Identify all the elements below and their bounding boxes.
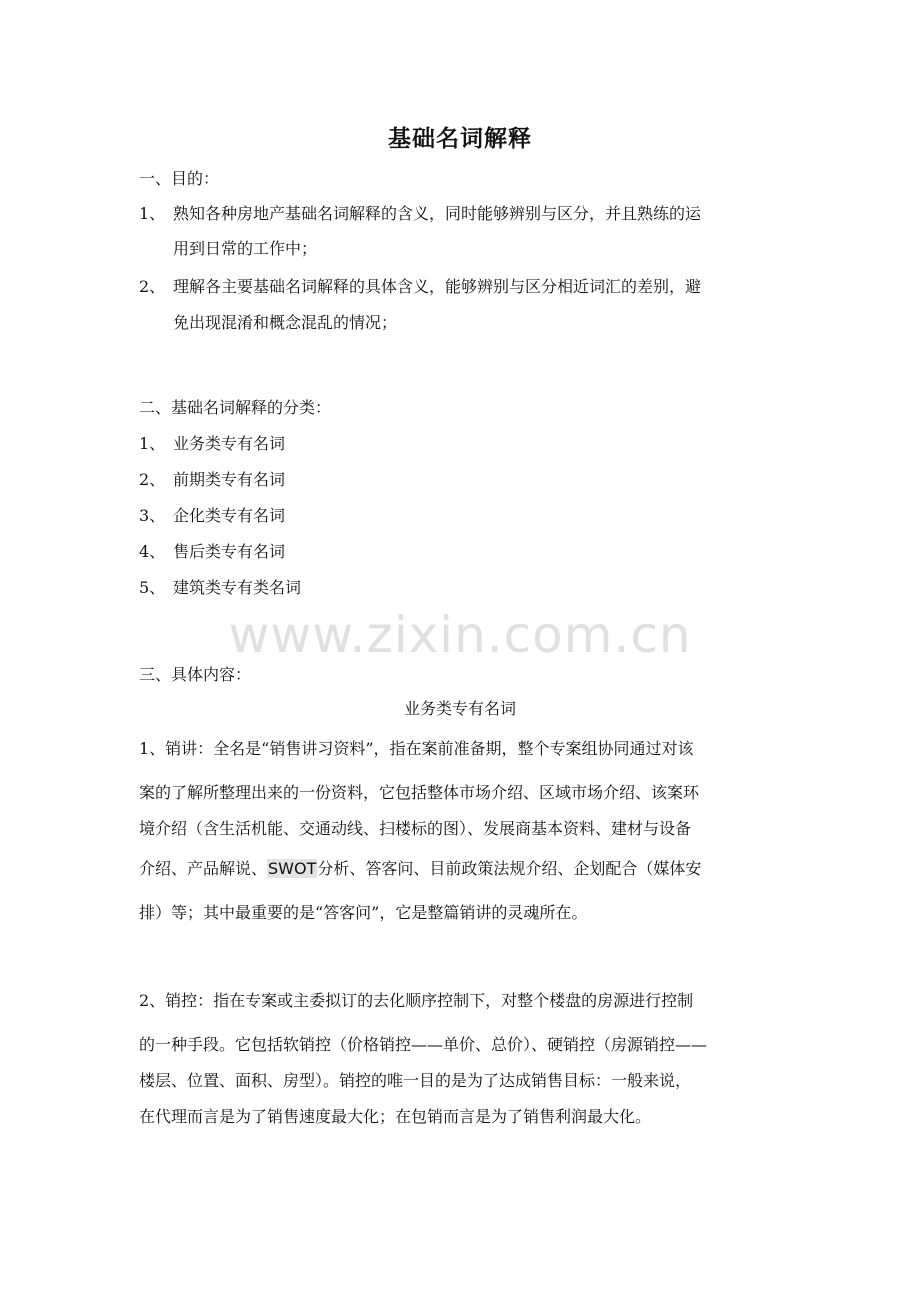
list-number: 4、 [139,542,166,561]
section-heading-content: 三、具体内容： [139,665,252,684]
list-item [139,433,285,455]
list-number: 2、 [139,277,166,296]
list-item [139,541,285,563]
list-text: 业务类专有名词 [173,434,286,453]
list-number: 3、 [139,506,166,525]
list-text-continued: 用到日常的工作中； [173,239,318,258]
list-text: 售后类专有名词 [173,542,286,561]
list-text: 理解各主要基础名词解释的具体含义，能够辨别与区分相近词汇的差别，避 [173,277,702,296]
paragraph-line: 2、销控：指在专案或主委拟订的去化顺序控制下，对整个楼盘的房源进行控制 [139,991,694,1010]
highlighted-term: SWOT [268,859,317,878]
page-title: 基础名词解释 [388,126,532,152]
list-text: 熟知各种房地产基础名词解释的含义，同时能够辨别与区分，并且熟练的运 [173,204,702,223]
paragraph-line: 在代理而言是为了销售速度最大化；在包销而言是为了销售利润最大化。 [139,1107,652,1126]
list-item [139,276,701,298]
paragraph-line: 排）等；其中最重要的是“答客问”，它是整篇销讲的灵魂所在。 [139,903,588,922]
list-number: 5、 [139,578,166,597]
list-text: 建筑类专有类名词 [173,578,302,597]
paragraph-line [139,858,784,880]
section-heading-categories: 二、基础名词解释的分类： [139,398,332,417]
list-item [139,577,301,599]
list-number: 1、 [139,434,166,453]
list-text-continued: 免出现混淆和概念混乱的情况； [173,313,398,332]
paragraph-line: 的一种手段。它包括软销控（价格销控——单价、总价）、硬销控（房源销控—— [139,1035,708,1054]
list-item [139,505,285,527]
list-text: 前期类专有名词 [173,470,286,489]
subsection-heading: 业务类专有名词 [403,699,516,718]
paragraph-line: 1、销讲：全名是“销售讲习资料”，指在案前准备期，整个专案组协同通过对该 [139,739,694,758]
list-number: 2、 [139,470,166,489]
list-item [139,469,285,491]
list-number: 1、 [139,204,166,223]
list-item [139,203,701,225]
paragraph-line: 楼层、位置、面积、房型）。销控的唯一目的是为了达成销售目标：一般来说， [139,1071,692,1090]
paragraph-line: 案的了解所整理出来的一份资料，它包括整体市场介绍、区域市场介绍、该案环 [139,783,700,802]
section-heading-purpose: 一、目的： [139,169,220,188]
paragraph-text: 介绍、产品解说、 [139,859,268,878]
paragraph-line: 境介绍（含生活机能、交通动线、扫楼标的图）、发展商基本资料、建材与设备 [139,819,692,838]
list-text: 企化类专有名词 [173,506,286,525]
paragraph-text: 分析、答客问、目前政策法规介绍、企划配合（媒体安 [317,859,702,878]
watermark: www.zixin.com.cn [228,606,692,664]
